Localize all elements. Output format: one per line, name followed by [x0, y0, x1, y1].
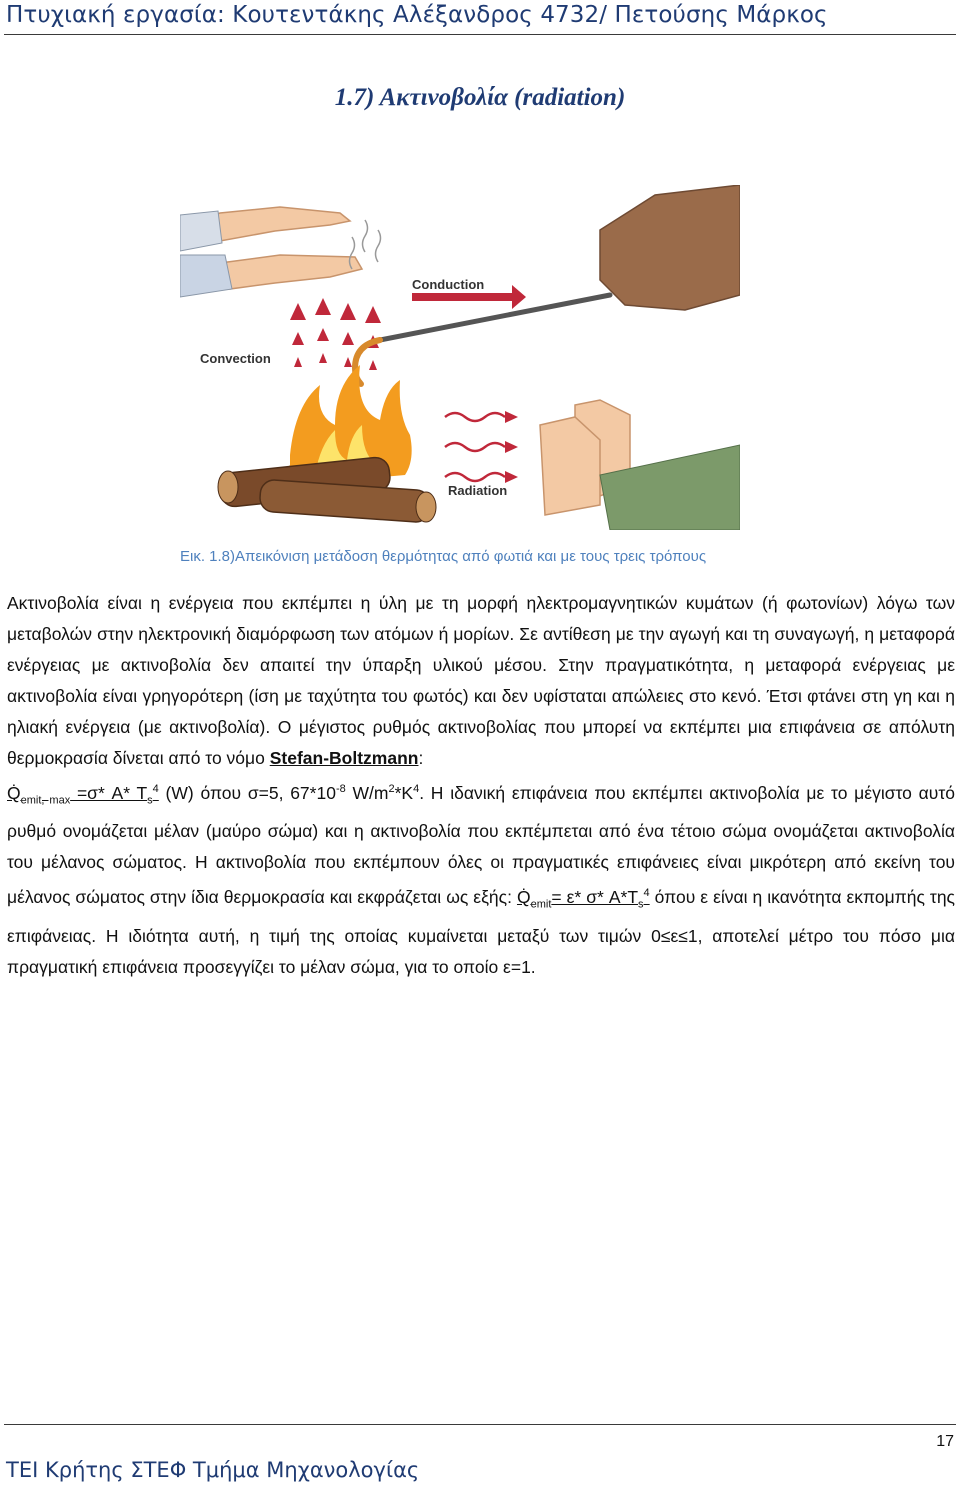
footer-divider	[4, 1424, 956, 1425]
hands-right	[540, 400, 740, 530]
section-title: 1.7) Ακτινοβολία (radiation)	[334, 84, 626, 111]
hand-upper-left	[180, 207, 350, 251]
convection-label: Convection	[200, 351, 271, 366]
equation-real-emission	[516, 887, 650, 911]
ts-sub: s	[147, 794, 153, 807]
hand-lower-left	[180, 255, 362, 297]
page-header-title: Πτυχιακή εργασία: Κουτεντάκης Αλέξανδρος 4732/ Πετούσης Μάρκος	[6, 2, 828, 28]
equation-max-emission	[7, 782, 159, 807]
radiation-arrows	[445, 413, 505, 481]
convection-arrows	[290, 298, 381, 370]
conduction-label: Conduction	[412, 277, 485, 292]
radiation-arrowheads	[505, 411, 518, 483]
ts2-sub: s	[638, 898, 644, 911]
text-end: όπου ε είναι η ικανότητα εκπομπής της επιφάνειας. Η ιδιότητα αυτή, η τιμή της οποίας κυμαίνεται μεταξύ των τιμών 0≤ε≤1, αποτελεί μέτρο του πόσο μια πραγματική επιφάνεια προσεγγίζει το μέλαν σώμα, για το οποίο ε=1.	[7, 887, 955, 977]
stefan-boltzmann-law: Stefan-Boltzmann	[269, 748, 419, 768]
page-number: 17	[936, 1433, 954, 1450]
q-sub-emit: emit	[530, 898, 552, 911]
main-paragraph	[7, 588, 955, 983]
eq2-part-a: = ε* σ* A*T	[551, 887, 639, 908]
eq1-part-d: *K	[394, 782, 414, 803]
footer-text: ΤΕΙ Κρήτης ΣΤΕΦ Τμήμα Μηχανολογίας	[6, 1458, 420, 1482]
header-divider	[4, 34, 956, 35]
q-sub-emit-max: emit, max	[20, 794, 71, 807]
pow-4c: 4	[643, 887, 650, 900]
text-intro: Ακτινοβολία είναι η ενέργεια που εκπέμπει η ύλη με τη μορφή ηλεκτρομαγνητικών κυμάτων (ή φωτονίων) λόγω των μεταβολών στην ηλεκτρονική διαμόρφωση των ατόμων ή μορίων. Σε αντίθεση με την αγωγή και τη συναγωγή, η μεταφορά ενέργειας με ακτινοβολία δεν απαιτεί την ύπαρξη υλικού μέσου. Στην πραγματικότητα, η μεταφορά ενέργειας με ακτινοβολία είναι γρηγορότερη (ίση με ταχύτητα του φωτός) και δεν υφίσταται απώλειες στο κενό. Έτσι φτάνει στη γη και η ηλιακή ενέργεια (με ακτινοβολία). Ο μέγιστος ρυθμός ακτινοβολίας που μπορεί να εκπέμπει μια επιφάνεια σε απόλυτη θερμοκρασία δίνεται από το νόμο	[7, 593, 955, 768]
pow-4b: 4	[413, 783, 420, 795]
body-paragraph	[7, 588, 955, 983]
text-colon: :	[418, 748, 424, 768]
pow-4: 4	[152, 783, 159, 795]
eq1-part-b: (W) όπου σ=5, 67*10	[158, 782, 336, 803]
q-dot-symbol-2: Q̇	[516, 887, 531, 908]
pow-2: 2	[388, 783, 395, 795]
eq1-part-a: =σ* A* T	[70, 782, 148, 803]
q-dot-symbol: Q̇	[7, 782, 21, 803]
heat-transfer-illustration	[180, 185, 740, 530]
text-middle: . Η ιδανική επιφάνεια που εκπέμπει ακτινοβολία με το μέγιστο αυτό ρυθμό ονομάζεται μέλαν (μαύρο σώμα) και η ακτινοβολία που εκπέμπεται από ένα τέτοιο σώμα ονομάζεται ακτινοβολία του μέλανος σώματος. Η ακτινοβολία που εκπέμπουν όλες οι πραγματικές επιφάνειες είναι μικρότερη από εκείνη του μέλανος σώματος στην ίδια θερμοκρασία και εκφράζεται ως εξής:	[7, 782, 955, 908]
figure-caption: Εικ. 1.8)Απεικόνιση μετάδοση θερμότητας από φωτιά και με τους τρεις τρόπους	[180, 548, 707, 565]
eq1-part-c: W/m	[345, 782, 389, 803]
radiation-label: Radiation	[448, 483, 508, 498]
pow-neg8: -8	[335, 783, 346, 795]
campfire	[218, 365, 436, 523]
